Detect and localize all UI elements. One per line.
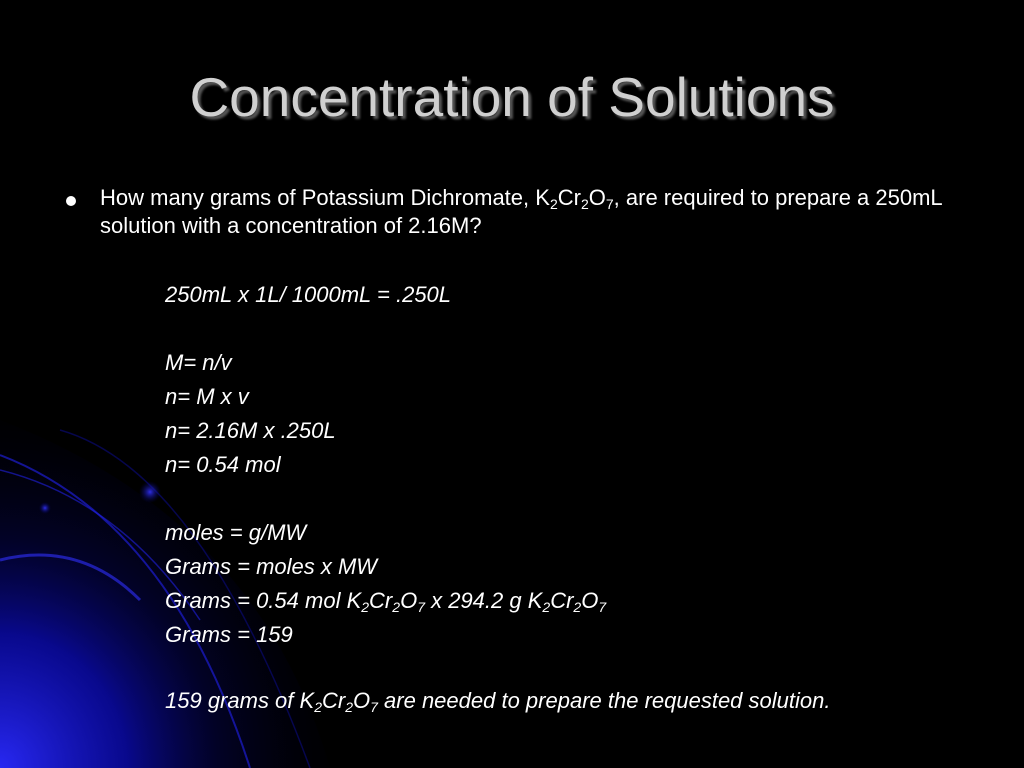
slide-title: Concentration of Solutions: [189, 66, 835, 128]
grams-result-line: Grams = 159: [165, 622, 293, 647]
moles-mass-formula-line: moles = g/MW: [165, 520, 307, 545]
molarity-formula-line: M= n/v: [165, 350, 232, 375]
conclusion-line: 159 grams of $K_2Cr_2O_7$ are needed to prepare the requested solution.: [165, 688, 831, 715]
moles-formula-line: n= M x v: [165, 384, 249, 409]
moles-substitution-line: n= 2.16M x .250L: [165, 418, 336, 443]
grams-substitution-line: Grams = 0.54 mol $K_2Cr_2O_7$ x 294.2 g $K_2Cr_2O_7$: [165, 588, 607, 615]
grams-formula-line: Grams = moles x MW: [165, 554, 378, 579]
bullet-icon: [66, 196, 76, 206]
question-text: How many grams of Potassium Dichromate, $K_2Cr_2O_7$, are required to prepare a 250mL solution with a concentration of 2.16M?: [100, 185, 942, 238]
conversion-line: 250mL x 1L/ 1000mL = .250L: [165, 282, 452, 307]
moles-result-line: n= 0.54 mol: [165, 452, 281, 477]
